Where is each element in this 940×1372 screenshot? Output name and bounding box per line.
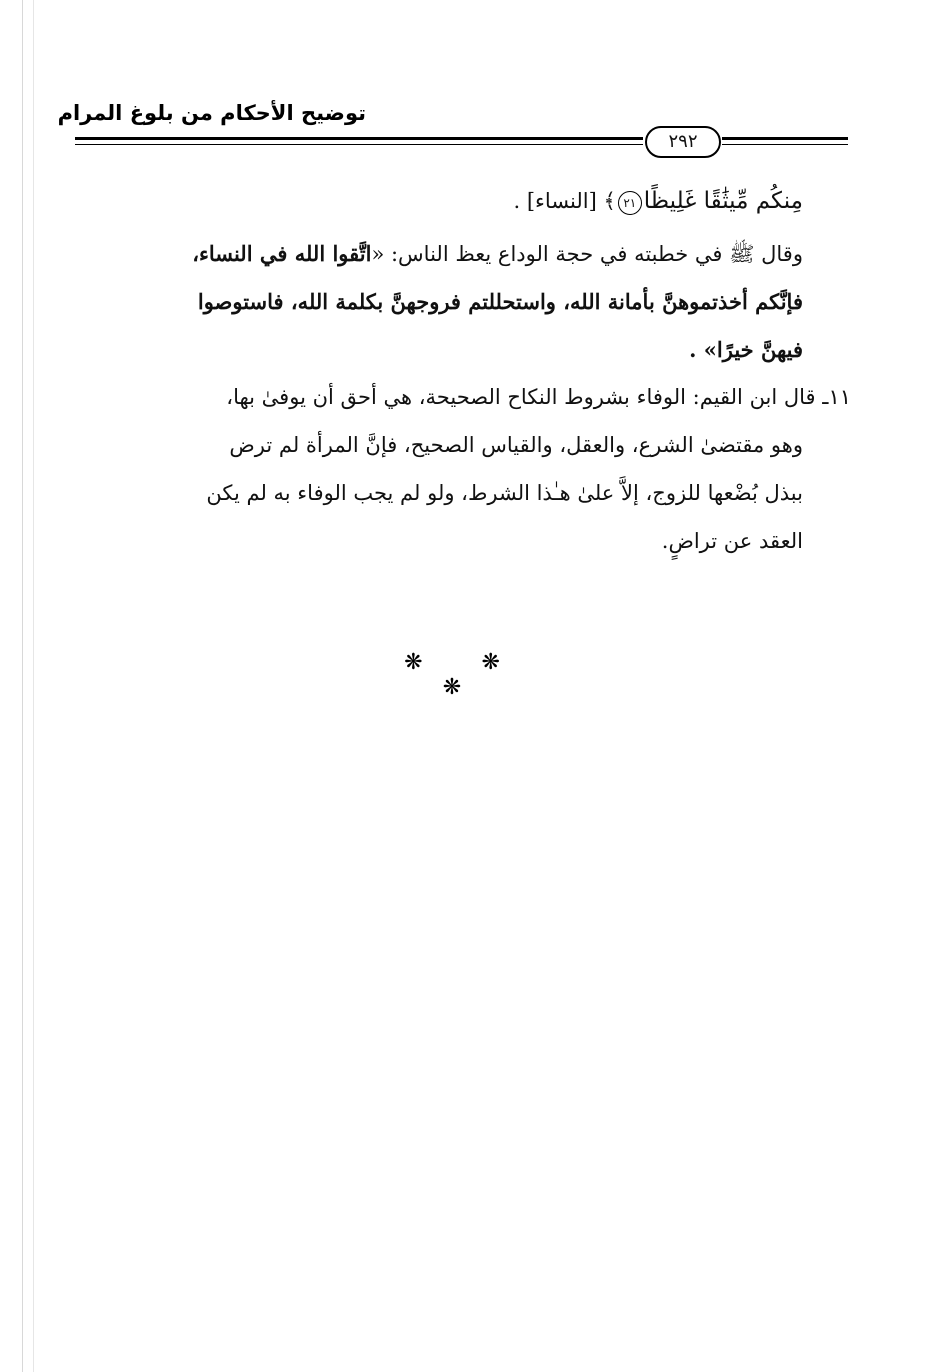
text-line-8: العقد عن تراضٍ.: [661, 529, 803, 553]
text-line-4: فيهنَّ خيرًا» .: [689, 337, 803, 362]
scan-edge-line: [22, 0, 23, 1372]
header-rule: [722, 144, 848, 145]
text-line-3: فإنَّكم أخذتموهنَّ بأمانة الله، واستحللتم فروجهنَّ بكلمة الله، فاستوصوا: [197, 289, 803, 314]
running-header-title: توضيح الأحكام من بلوغ المرام: [57, 101, 366, 125]
text-line-1: [514, 180, 804, 223]
text-line-2: [192, 232, 803, 276]
text-line-6: وهو مقتضىٰ الشرع، والعقل، والقياس الصحيح، فإنَّ المرأة لم ترض: [229, 433, 803, 457]
text-line-5: ١١ـ قال ابن القيم: الوفاء بشروط النكاح الصحيحة، هي أحق أن يوفىٰ بها،: [226, 385, 851, 409]
text-line-7: ببذل بُضْعها للزوج، إلاَّ علىٰ هـٰذا الشرط، ولو لم يجب الوفاء به لم يكن: [206, 481, 803, 505]
ayah-number: ٢١: [618, 191, 642, 215]
section-separator-stars: ❋ ❋ ❋: [404, 650, 526, 700]
page-number: ٢٩٢: [645, 126, 721, 158]
hadith-text: اتَّقوا الله في النساء،: [192, 241, 372, 266]
verse-reference: ﴾ [النساء] .: [513, 189, 616, 213]
header-rule: [75, 144, 643, 145]
scan-edge-line: [33, 0, 34, 1372]
narration-intro: وقال ﷺ في خطبته في حجة الوداع يعظ الناس: «: [371, 242, 803, 266]
quran-verse: مِنكُم مِّيثَٰقًا غَلِيظًا: [643, 188, 803, 214]
header-rule: [75, 137, 643, 140]
header-rule: [722, 137, 848, 140]
